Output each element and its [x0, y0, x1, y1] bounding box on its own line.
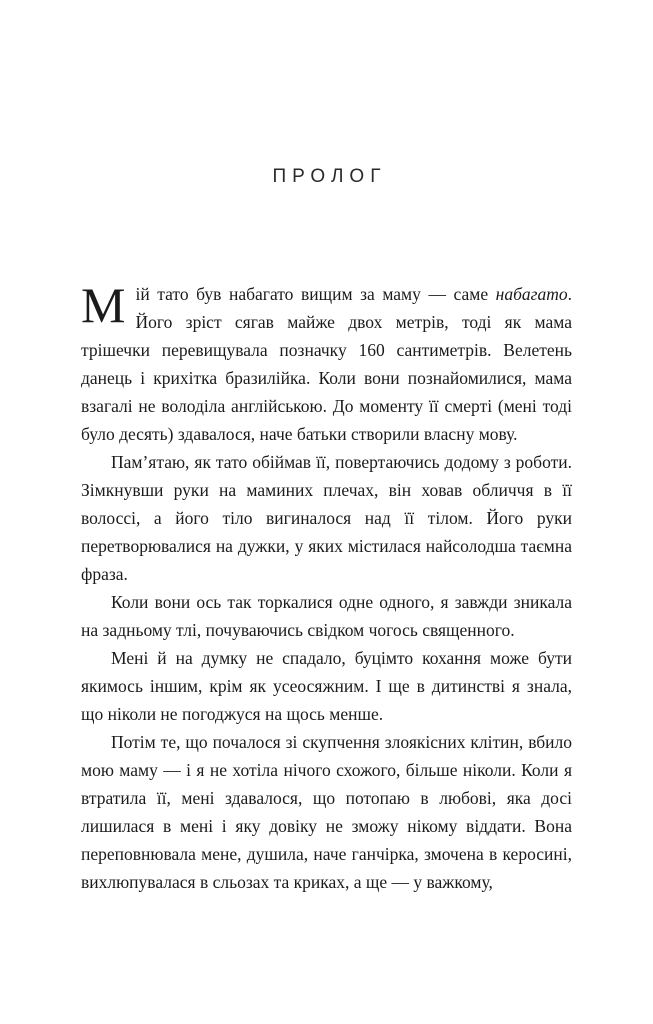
- paragraph-1-text-continued: . Його зріст сягав майже двох метрів, тоді як мама трішечки перевищувала позначку 160 сантиметрів. Велетень данець і крихітка бразилійка. Коли вони познайомилися, мама взагалі не володіла англійською. До моменту її смерті (мені тоді було десять) здавалося, наче батьки створили власну мову.: [81, 284, 572, 444]
- paragraph-5: Потім те, що почалося зі скупчення злоякісних клітин, вбило мою маму — і я не хотіла нічого схожого, більше ніколи. Коли я втратила її, мені здавалося, що потопаю в любові, яка досі лишилася в мені і яку довіку не зможу нікому віддати. Вона переповнювала мене, душила, наче ганчірка, змочена в керосині, вихлюпувалася в сльозах та криках, а ще — у важкому,: [81, 732, 572, 892]
- body-text: [81, 277, 572, 896]
- paragraph-1-italic-text: набагато: [495, 284, 568, 304]
- paragraph-1: [81, 277, 572, 448]
- paragraph-3: Коли вони ось так торкалися одне одного, я завжди зникала на задньому тлі, почуваючись свідком чогось священного.: [81, 592, 572, 640]
- paragraph-4: Мені й на думку не спадало, буцімто кохання може бути якимось іншим, крім як усеосяжним. І ще в дитинстві я знала, що ніколи не погоджуся на щось менше.: [81, 648, 572, 724]
- paragraph-1-text: ій тато був набагато вищим за маму — саме: [135, 284, 496, 304]
- paragraph-2: Пам’ятаю, як тато обіймав її, повертаючись додому з роботи. Зімкнувши руки на маминих плечах, він ховав обличчя в її волоссі, а його тіло вигиналося над її тілом. Його руки перетворювалися на дужки, у яких містилася найсолодша таємна фраза.: [81, 452, 572, 584]
- drop-cap: М: [81, 277, 126, 333]
- chapter-title: ПРОЛОГ: [272, 166, 387, 187]
